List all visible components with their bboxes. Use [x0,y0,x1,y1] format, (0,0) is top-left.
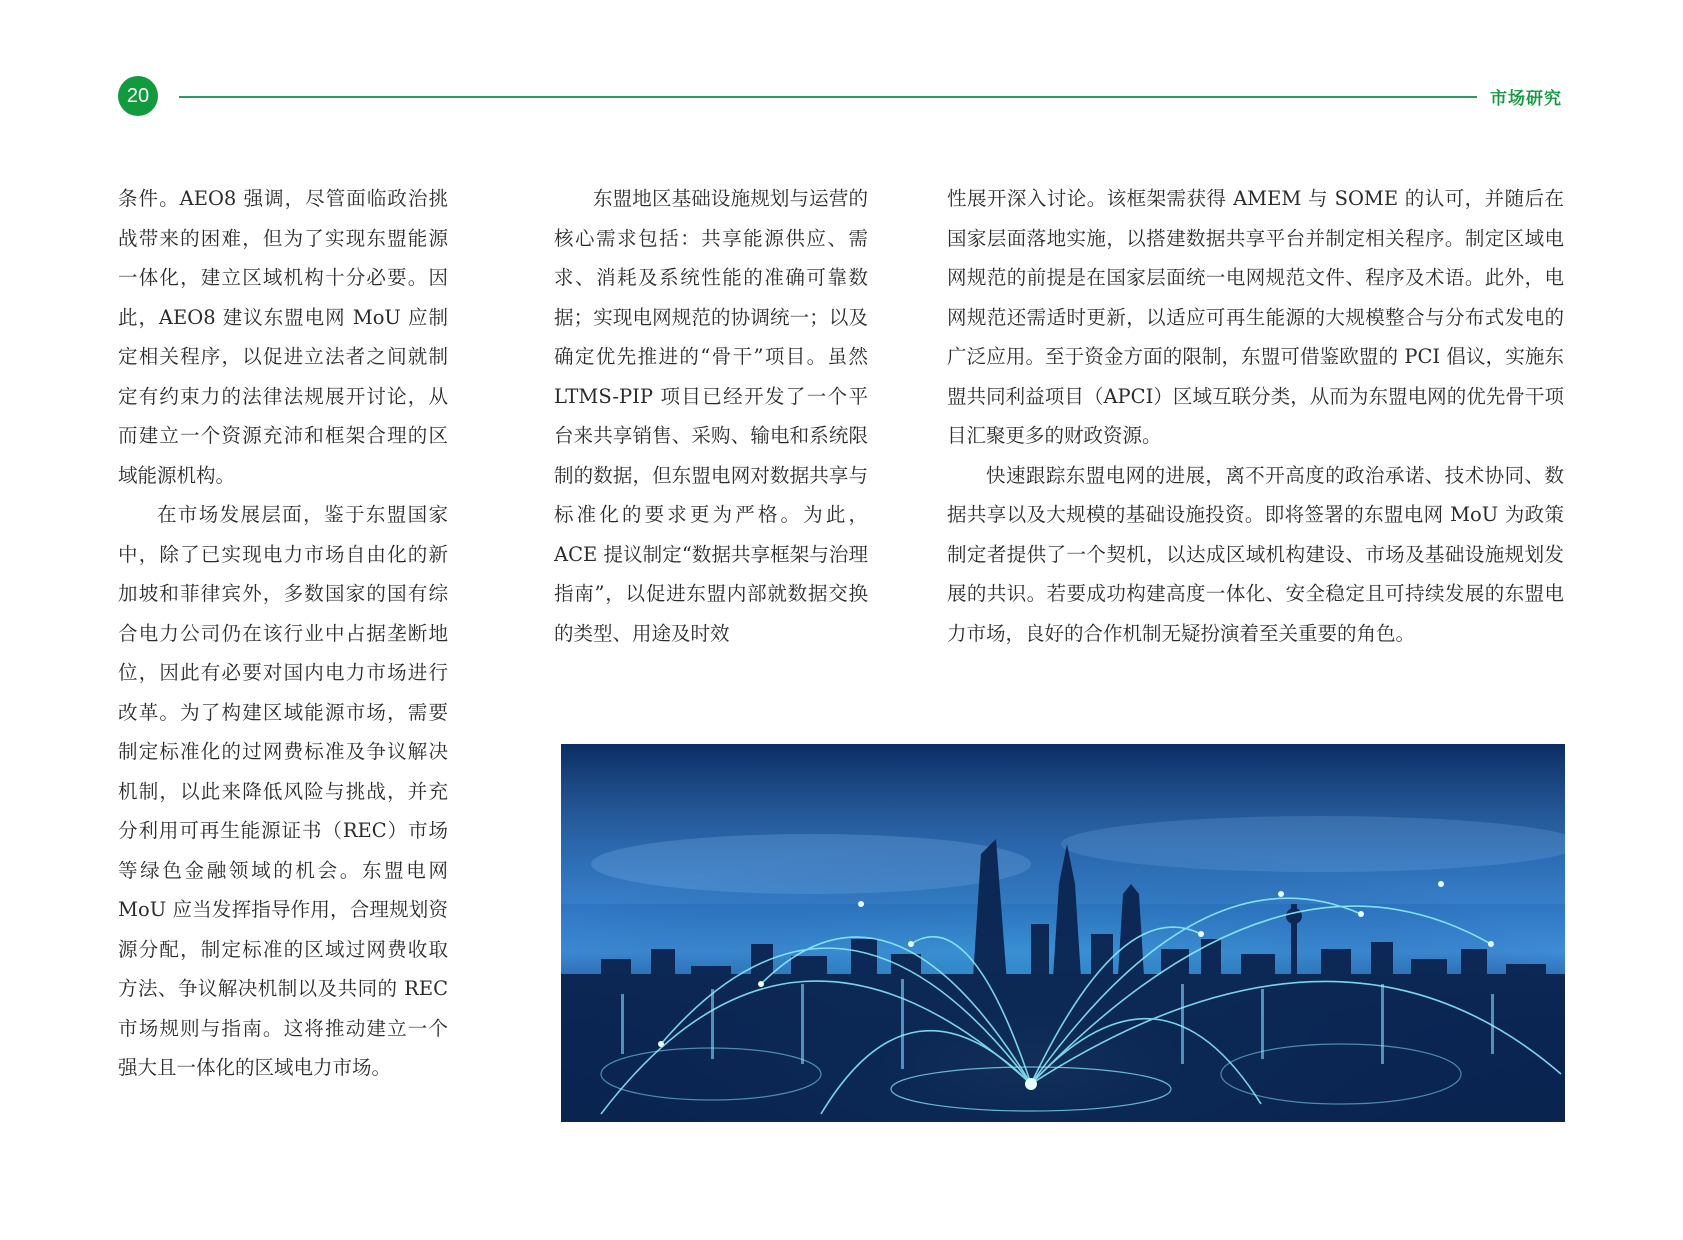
paragraph: 性展开深入讨论。该框架需获得 AMEM 与 SOME 的认可，并随后在国家层面落地实施，以搭建数据共享平台并制定相关程序。制定区域电网规范的前提是在国家层面统一电网规范文件、程序及术语。此外，电网规范还需适时更新，以适应可再生能源的大规模整合与分布式发电的广泛应用。至于资金方面的限制，东盟可借鉴欧盟的 PCI 倡议，实施东盟共同利益项目（APCI）区域互联分类，从而为东盟电网的优先骨干项目汇聚更多的财政资源。 [947,187,1564,447]
paragraph: 条件。AEO8 强调，尽管面临政治挑战带来的困难，但为了实现东盟能源一体化，建立区域机构十分必要。因此，AEO8 建议东盟电网 MoU 应制定相关程序，以促进立法者之间就制定有约束力的法律法规展开讨论，从而建立一个资源充沛和框架合理的区域能源机构。 [118,187,448,487]
text-column-1 [118,179,448,1088]
header-divider [179,96,1477,98]
paragraph: 快速跟踪东盟电网的进展，离不开高度的政治承诺、技术协同、数据共享以及大规模的基础设施投资。即将签署的东盟电网 MoU 为政策制定者提供了一个契机，以达成区域机构建设、市场及基础设施规划发展的共识。若要成功构建高度一体化、安全稳定且可持续发展的东盟电力市场，良好的合作机制无疑扮演着至关重要的角色。 [947,463,1564,645]
paragraph: 在市场发展层面，鉴于东盟国家中，除了已实现电力市场自由化的新加坡和菲律宾外，多数国家的国有综合电力公司仍在该行业中占据垄断地位，因此有必要对国内电力市场进行改革。为了构建区域能源市场，需要制定标准化的过网费标准及争议解决机制，以此来降低风险与挑战，并充分利用可再生能源证书（REC）市场等绿色金融领域的机会。东盟电网 MoU 应当发挥指导作用，合理规划资源分配，制定标准的区域过网费收取方法、争议解决机制以及共同的 REC 市场规则与指南。这将推动建立一个强大且一体化的区域电力市场。 [118,503,448,1079]
section-label: 市场研究 [1490,89,1562,109]
page-header [0,0,1683,140]
page-number-badge: 20 [118,76,158,116]
city-skyline-network-image [561,744,1565,1122]
skyline-illustration [561,744,1565,1122]
paragraph: 东盟地区基础设施规划与运营的核心需求包括：共享能源供应、需求、消耗及系统性能的准确可靠数据；实现电网规范的协调统一；以及确定优先推进的“骨干”项目。虽然 LTMS-PIP 项目已经开发了一个平台来共享销售、采购、输电和系统限制的数据，但东盟电网对数据共享与标准化的要求更为严格。为此，ACE 提议制定“数据共享框架与治理指南”，以促进东盟内部就数据交换的类型、用途及时效 [554,187,868,645]
text-column-2 [554,179,868,653]
text-column-3 [947,179,1564,653]
